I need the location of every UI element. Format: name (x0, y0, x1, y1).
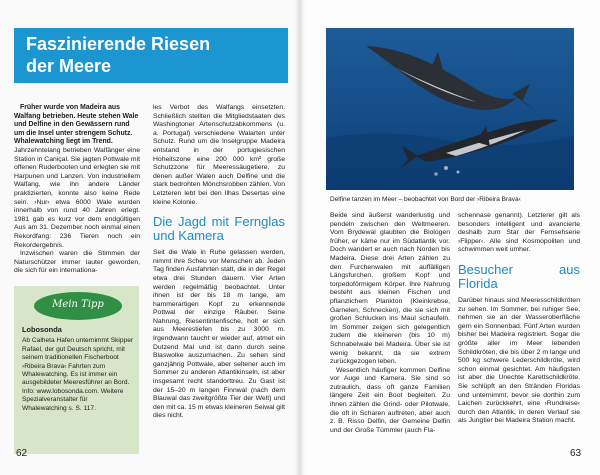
tip-heading: Lobosonda (22, 325, 62, 334)
body-paragraph: Inzwischen waren die Stimmen der Naturschützer immer lauter geworden, die sich für ein internationa- (14, 250, 140, 275)
left-column-2 (153, 104, 285, 421)
photo-caption: Delfine tanzen im Meer – beobachtet von Bord der ›Ribeira Brava‹ (330, 196, 521, 203)
right-column-1 (330, 212, 450, 435)
body-paragraph: les Verbot des Walfangs einsetzten. Schließlich stellten die Mitgliedstaaten des Washingtoner Artenschutzabkommens (u. a. Portugal) verschiedene Walarten unter Schutz. Rund um die Inselgruppe Madeira entstand in der portugiesischen Hoheitszone eine 200 000 km² große Schutzzone für Meeressäugetiere, zu denen außer Walen auch Delfine und die stark bedrohten Mönchsrobben zählen. Von Letzteren lebt bei den Ilhas Desertas eine kleine Kolonie. (153, 104, 285, 206)
body-paragraph: Beide sind äußerst wanderlustig und pendeln zwischen den Weltmeeren. Vom Brydewal glaubten die Biologen früher, er käme nur im Südatlantik vor. Doch wandert er auch nach Norden bis Madeira. Diese drei Arten zählen zu den Furchenwalen mit auffälligen Längsfurchen, großem Kopf und torpedoförmigem Körper. Ihre Nahrung besteht aus kleinen Fischen und pflanzlichem Plankton (Kleinkrebse, Garnelen, Schnecken), die sie sich mit großen Schlucken ins Maul schaufeln. Im Sommer zeigen sich gelegentlich zudem die kleineren (bis 10 m) Schnabelwale bei Madeira. Über sie ist wenig bekannt, da sie extrem zurückgezogen leben. (330, 212, 450, 366)
body-paragraph: Jahrzehntelang betrieben Walfänger eine Station in Caniçal. Sie jagten Pottwale mit offenen Ruderbooten und erlegten sie mit Harpunen und Lanzen. Von industriellem Walfang, wie ihn andere Länder praktizierten, konnte also keine Rede sein. ›Nur‹ etwa 6000 Wale wurden innerhalb von rund 40 Jahren erlegt. 1981 gab es kurz vor dem endgültigen Aus am 31. Dezember noch einmal einen Rekordfang: 236 Tieren noch ein Rekordergebnis. (14, 146, 140, 249)
tip-badge (34, 292, 122, 320)
page-number-right: 63 (570, 448, 582, 459)
page-number-left: 62 (16, 448, 28, 459)
section-heading: Die Jagd mit Fernglas und Kamera (153, 214, 285, 244)
body-paragraph: Darüber hinaus sind Meeresschildkröten zu sehen. Im Sommer, bei ruhiger See, nehmen sie an der Wasseroberfläche gern ein Sonnenbad. Fünf Arten wurden bisher bei Madeira registriert. Sogar die größte aller im Meer lebenden Schildkröten, die bis über 2 m lange und 500 kg schwere Lederschildkröte, wird schon einmal gesichtet. Am häufigsten ist aber die Unechte Karettschildkröte. Sie schlüpft an den Stränden Floridas und unternimmt, bevor sie dorthin zum Laichen zurückkehrt, eine ›Rundreise‹ durch den Atlantik, in deren Verlauf sie als Jungtier bei Madeira Station macht. (458, 296, 580, 425)
body-paragraph: schennase genannt). Letzterer gilt als besonders intelligent und avancierte deshalb zum Star der Fernsehserie ›Flipper‹. Alle sind Kosmopoliten und schwimmen weit umher. (458, 212, 580, 254)
right-page (300, 0, 600, 475)
body-paragraph: Wesentlich häufiger kommen Delfine vor Auge und Kamera. Sie sind so zutraulich, dass oft ganze Familien längere Zeit ein Boot begleiten. Zu ihnen zählen die Grind- oder Pilotwale, die oft in Scharen auftreten, aber auch z. B. Risso Delfin, der Gemeine Delfin und der Große Tümmler (auch Fla- (330, 366, 450, 434)
lead-paragraph: Früher wurde von Madeira aus Walfang betrieben. Heute stehen Wale und Delfine in den Gewässern rund um die Insel unter strengem Schutz. Whalewatching liegt im Trend. (14, 104, 139, 146)
body-paragraph: Seit die Wale in Ruhe gelassen werden, nimmt ihre Scheu vor Menschen ab. Jeden Tag finden Ausfahrten statt, die in der Regel etwa drei Stunden dauern. Vier Arten werden regelmäßig beobachtet. Unter ihnen ist der bis 18 m lange, am hammerartigen Kopf zu erkennende Pottwal der einzige Räuber. Seine Nahrung, Riesentintenfische, holt er sich aus Meerestiefen bis zu 3000 m. Irgendwann taucht er wieder auf, atmet ein Dutzend Mal und ist dann durch seine Blaswolke auszumachen. Zu sehen sind ganzjährig Pottwale, aber seltener auch im Sommer zu anderen Atlantikinseln, ist aber insgesamt recht standorttreu. Zu Gast ist der 15–20 m langen Finnwal (nach dem Blauwal das zweitgrößte Tier der Welt) und den mit ca. 15 m etwas kleineren Seiwal gilt dies nicht. (153, 249, 285, 420)
page-title: Faszinierende Riesen der Meere (26, 34, 211, 76)
book-gutter (295, 0, 305, 475)
right-column-2 (458, 212, 580, 426)
tip-box (14, 286, 139, 454)
tip-text: Ab Calheta Hafen unternimmt Skipper Rafael, der gut Deutsch spricht, mit seinem traditionellen Fischerboot ›Ribeira Brava‹ Fahrten zum Whalewatching. Es ist immer ein ausgebildeter Meeresführer an Bord. Info: www.lobosonda.com. Weitere Spezialveranstalter für Whalewatching s. S. 117. (22, 337, 134, 412)
dolphins-photo (326, 28, 574, 190)
tip-body (22, 326, 134, 413)
title-banner (14, 28, 288, 83)
left-column-1 (14, 104, 140, 276)
tip-badge-label: Mein Tipp (52, 299, 104, 310)
section-heading: Besucher aus Florida (458, 261, 580, 291)
